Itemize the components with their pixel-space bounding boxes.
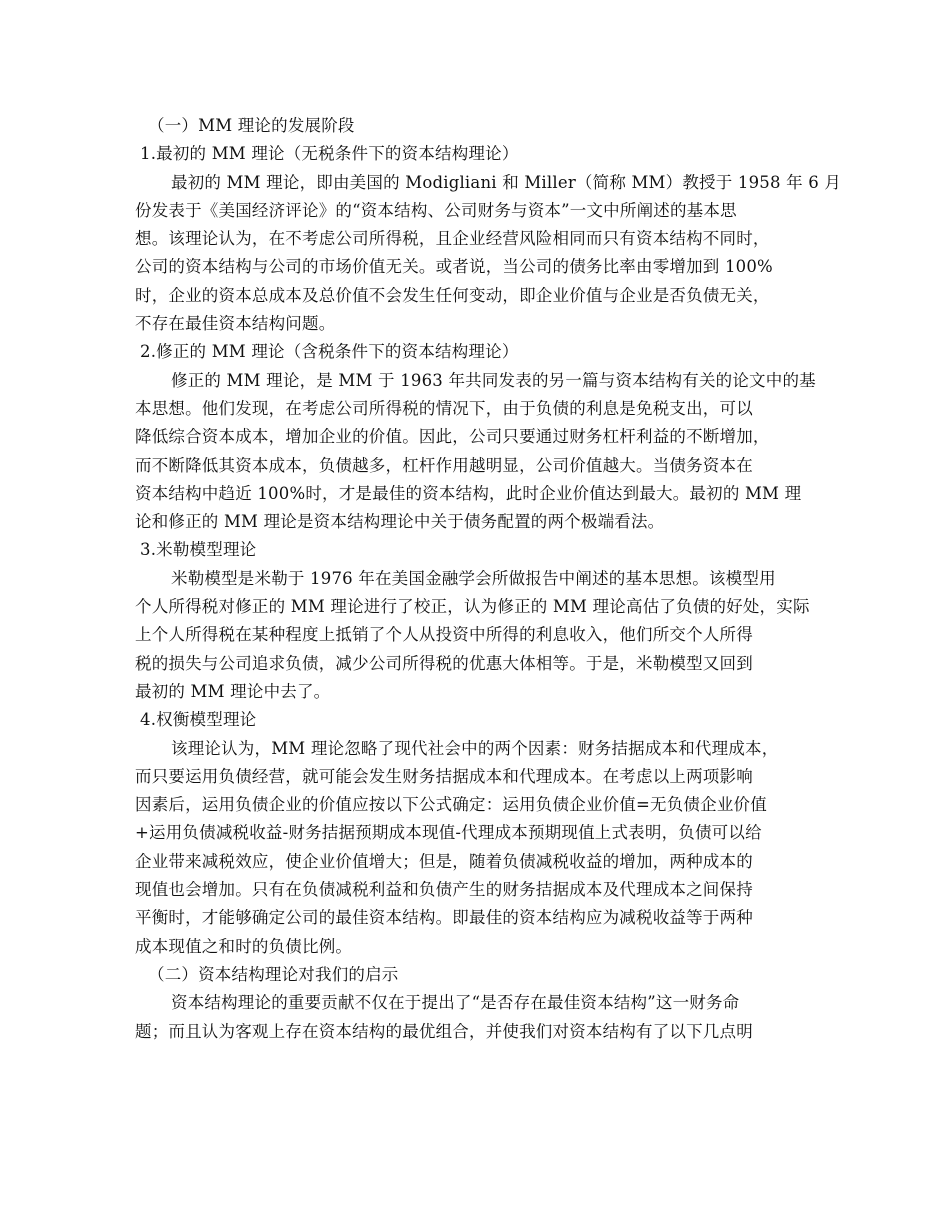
paragraph-line: 个人所得税对修正的 MM 理论进行了校正，认为修正的 MM 理论高估了负债的好处，实际 — [135, 597, 810, 617]
subsection-heading: 4.权衡模型理论 — [140, 710, 257, 730]
paragraph-line: 现值也会增加。只有在负债减税利益和负债产生的财务拮据成本及代理成本之间保持 — [135, 880, 753, 900]
paragraph-line: 最初的 MM 理论中去了。 — [135, 681, 331, 701]
document-page — [0, 112, 950, 1046]
paragraph-line: 最初的 MM 理论，即由美国的 Modigliani 和 Miller（简称 MM）教授于 1958 年 6 月 — [171, 172, 842, 192]
paragraph-line: 米勒模型是米勒于 1976 年在美国金融学会所做报告中阐述的基本思想。该模型用 — [171, 568, 776, 588]
paragraph-line: 该理论认为，MM 理论忽略了现代社会中的两个因素：财务拮据成本和代理成本， — [171, 738, 779, 758]
paragraph-line: 而不断降低其资本成本，负债越多，杠杆作用越明显，公司价值越大。当债务资本在 — [135, 455, 753, 475]
paragraph-line: 本思想。他们发现，在考虑公司所得税的情况下，由于负债的利息是免税支出，可以 — [135, 398, 753, 418]
paragraph-line: 想。该理论认为，在不考虑公司所得税，且企业经营风险相同而只有资本结构不同时， — [135, 229, 770, 249]
paragraph-line: 平衡时，才能够确定公司的最佳资本结构。即最佳的资本结构应为减税收益等于两种 — [135, 908, 753, 928]
subsection-heading: 3.米勒模型理论 — [140, 540, 257, 560]
paragraph-line: 上个人所得税在某种程度上抵销了个人从投资中所得的利息收入，他们所交个人所得 — [135, 625, 753, 645]
paragraph-line: 份发表于《美国经济评论》的“资本结构、公司财务与资本”一文中所阐述的基本思 — [135, 200, 737, 220]
paragraph-line: 资本结构中趋近 100%时，才是最佳的资本结构，此时企业价值达到最大。最初的 MM 理 — [135, 483, 802, 503]
paragraph-line: 降低综合资本成本，增加企业的价值。因此，公司只要通过财务杠杆利益的不断增加， — [135, 427, 770, 447]
paragraph-line: 不存在最佳资本结构问题。 — [135, 314, 336, 334]
paragraph-line: 题；而且认为客观上存在资本结构的最优组合，并使我们对资本结构有了以下几点明 — [135, 1021, 753, 1041]
paragraph-line: 税的损失与公司追求负债，减少公司所得税的优惠大体相等。于是，米勒模型又回到 — [135, 653, 753, 673]
paragraph-line: 成本现值之和时的负债比例。 — [135, 936, 353, 956]
paragraph-line: 修正的 MM 理论，是 MM 于 1963 年共同发表的另一篇与资本结构有关的论文中的基 — [171, 370, 816, 390]
paragraph-line: 论和修正的 MM 理论是资本结构理论中关于债务配置的两个极端看法。 — [135, 512, 665, 532]
paragraph-line: 公司的资本结构与公司的市场价值无关。或者说，当公司的债务比率由零增加到 100% — [135, 257, 773, 277]
subsection-heading: 1.最初的 MM 理论（无税条件下的资本结构理论） — [140, 144, 519, 164]
section-heading: （二）资本结构理论对我们的启示 — [148, 964, 399, 984]
paragraph-line: 因素后，运用负债企业的价值应按以下公式确定：运用负债企业价值=无负债企业价值 — [135, 795, 767, 815]
section-heading: （一）MM 理论的发展阶段 — [148, 116, 355, 135]
paragraph-line: 资本结构理论的重要贡献不仅在于提出了“是否存在最佳资本结构”这一财务命 — [171, 993, 740, 1013]
paragraph-line: 而只要运用负债经营，就可能会发生财务拮据成本和代理成本。在考虑以上两项影响 — [135, 766, 753, 786]
paragraph-line: +运用负债减税收益-财务拮据预期成本现值-代理成本预期现值上式表明，负债可以给 — [135, 823, 762, 843]
paragraph-line: 企业带来减税效应，使企业价值增大；但是，随着负债减税收益的增加，两种成本的 — [135, 851, 753, 871]
subsection-heading: 2.修正的 MM 理论（含税条件下的资本结构理论） — [140, 342, 519, 362]
paragraph-line: 时，企业的资本总成本及总价值不会发生任何变动，即企业价值与企业是否负债无关， — [135, 285, 770, 305]
